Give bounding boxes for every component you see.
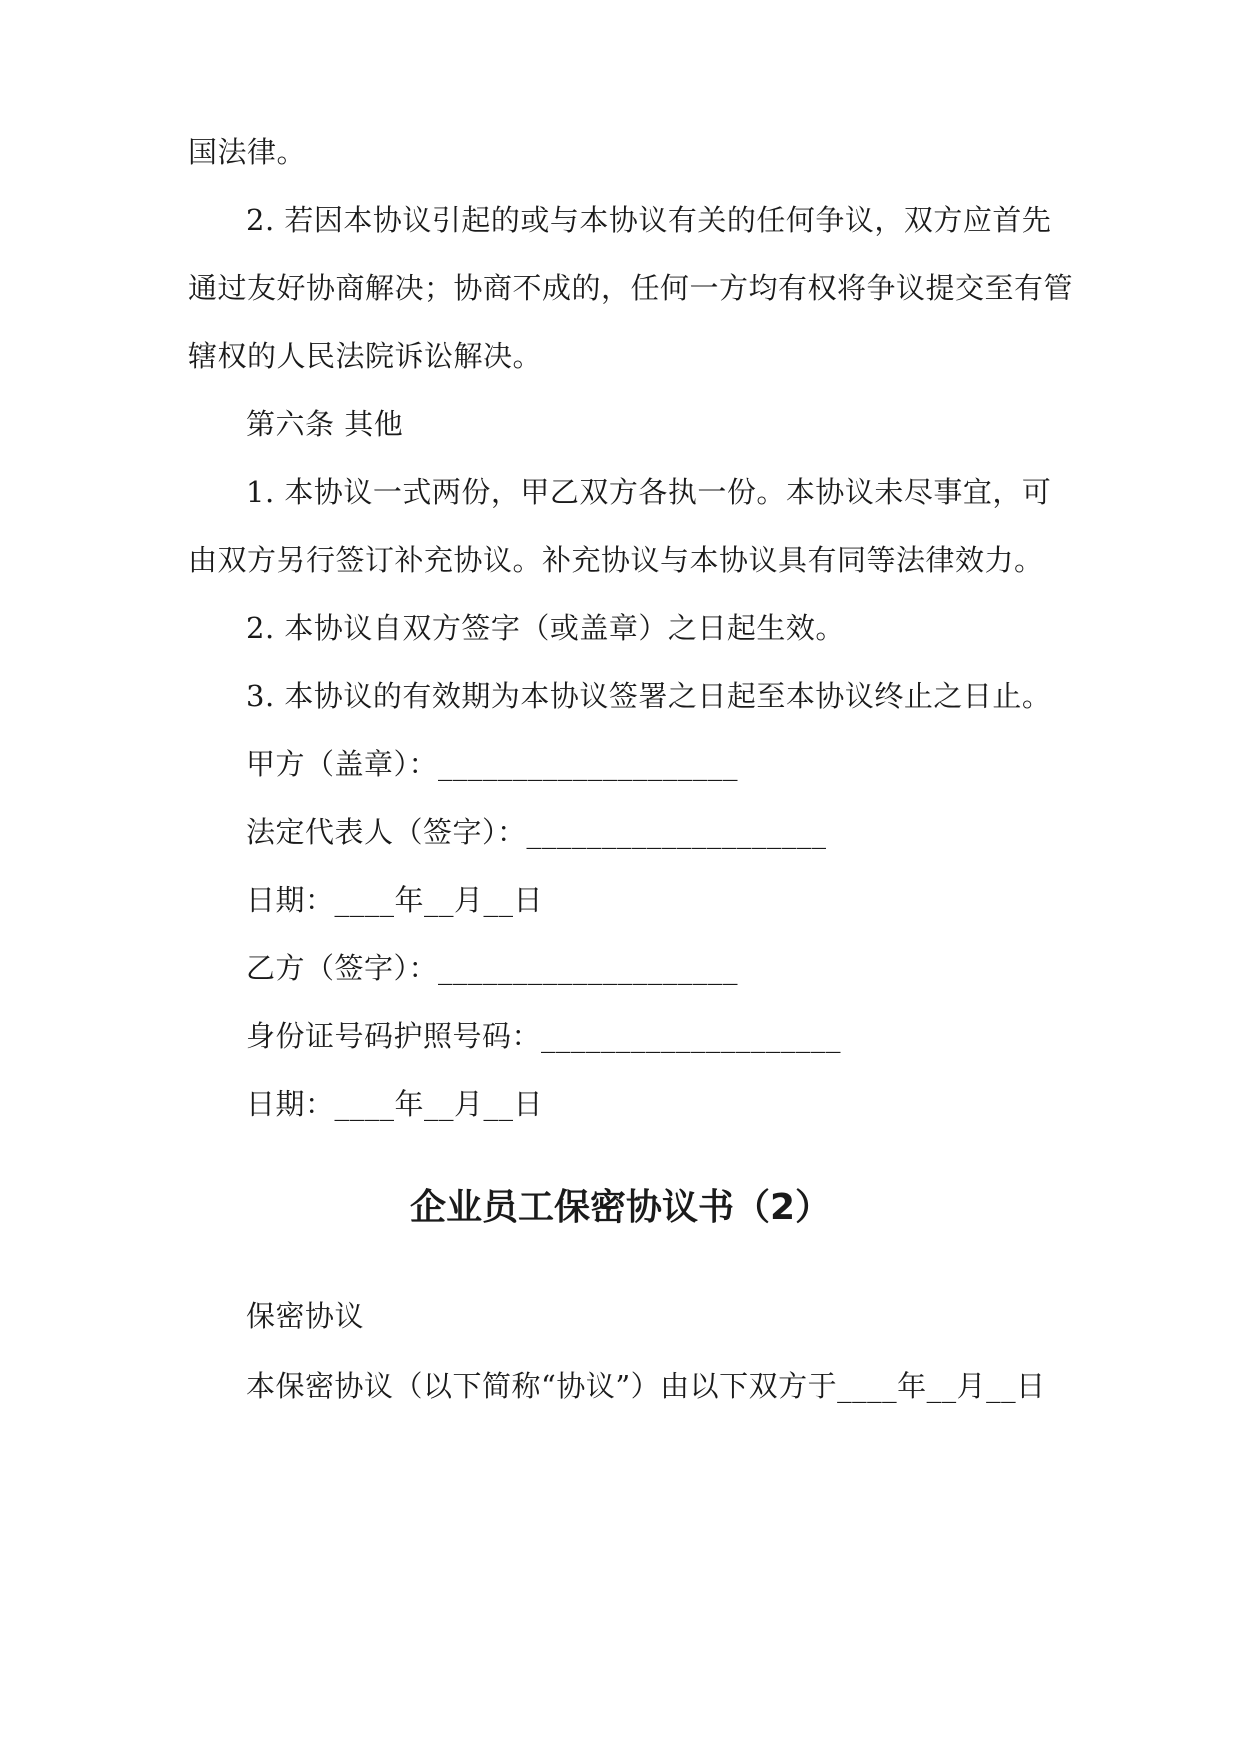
clause-2-line-1: 2. 若因本协议引起的或与本协议有关的任何争议，双方应首先 [246, 203, 1052, 237]
id-passport-line: 身份证号码护照号码：____________________ [246, 1019, 842, 1053]
date-line-b: 日期：____年__月__日 [246, 1087, 544, 1121]
clause-2-line-2: 通过友好协商解决；协商不成的，任何一方均有权将争议提交至有管 [188, 271, 1074, 305]
clause-3: 3. 本协议的有效期为本协议签署之日起至本协议终止之日止。 [246, 679, 1052, 713]
subtitle: 保密协议 [246, 1299, 365, 1333]
clause-2: 2. 本协议自双方签字（或盖章）之日起生效。 [246, 611, 845, 645]
intro-line: 本保密协议（以下简称“协议”）由以下双方于____年__月__日 [246, 1369, 1046, 1403]
section-heading: 第六条 其他 [246, 407, 404, 441]
paragraph-line: 国法律。 [188, 135, 307, 169]
clause-1-line-1: 1. 本协议一式两份，甲乙双方各执一份。本协议未尽事宜，可 [246, 475, 1052, 509]
clause-1-line-2: 由双方另行签订补充协议。补充协议与本协议具有同等法律效力。 [188, 543, 1044, 577]
party-b-signature-line: 乙方（签字）：____________________ [246, 951, 739, 985]
legal-rep-signature-line: 法定代表人（签字）：____________________ [246, 815, 827, 849]
party-a-seal-line: 甲方（盖章）：____________________ [246, 747, 739, 781]
document-title: 企业员工保密协议书（2） [409, 1187, 832, 1228]
date-line-a: 日期：____年__月__日 [246, 883, 544, 917]
clause-2-line-3: 辖权的人民法院诉讼解决。 [188, 339, 543, 373]
